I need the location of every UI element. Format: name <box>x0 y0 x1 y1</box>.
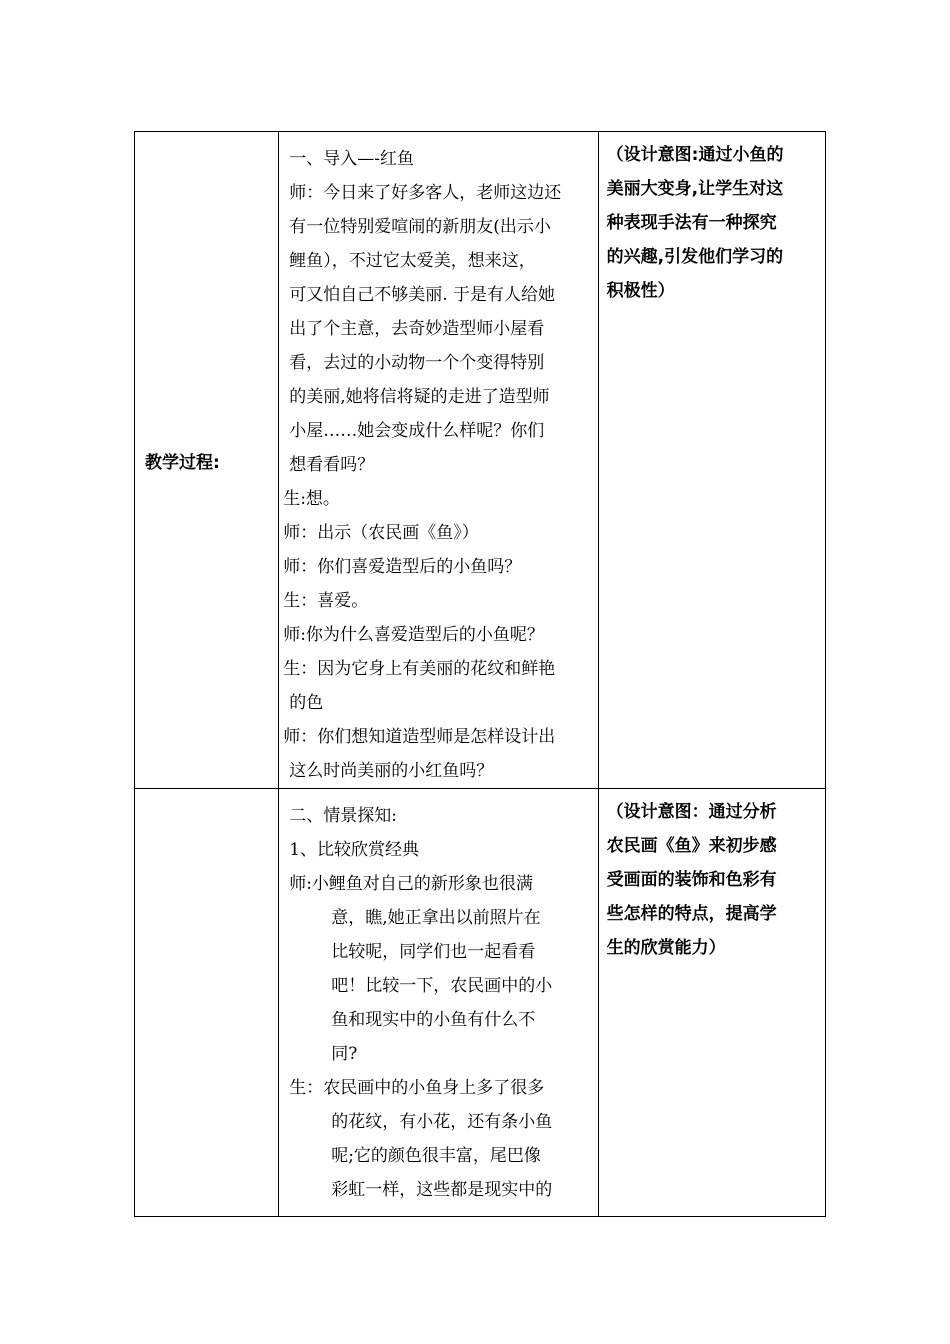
content-line: 1、比较欣赏经典 <box>289 840 420 860</box>
content-line: 生：喜爱。 <box>283 591 369 611</box>
note-line: 农民画《鱼》来初步感 <box>606 836 777 856</box>
content-line: 师：你们喜爱造型后的小鱼吗？ <box>283 557 522 577</box>
content-line: 吧！比较一下，农民画中的小 <box>331 976 553 996</box>
content-line: 小屋……她会变成什么样呢？你们 <box>289 421 545 441</box>
content-line: 生:想。 <box>283 489 340 509</box>
table-row <box>135 789 826 1217</box>
content-line: 师:小鲤鱼对自己的新形象也很满 <box>289 874 533 894</box>
content-text <box>279 789 597 1207</box>
content-line: 二、情景探知: <box>289 806 397 826</box>
design-intent-cell <box>598 132 825 789</box>
design-intent-note <box>599 132 825 308</box>
row-label-cell <box>135 789 279 1217</box>
note-line: 生的欣赏能力） <box>606 938 726 958</box>
content-line: 想看看吗？ <box>289 455 375 475</box>
content-line: 出了个主意，去奇妙造型师小屋看 <box>289 319 545 339</box>
note-line: 美丽大变身,让学生对这 <box>606 179 784 199</box>
content-line: 比较呢，同学们也一起看看 <box>331 942 536 962</box>
note-line: 的兴趣,引发他们学习的 <box>606 247 784 267</box>
content-line: 鲤鱼），不过它太爱美，想来这， <box>289 251 536 271</box>
content-line: 意，瞧,她正拿出以前照片在 <box>331 908 541 928</box>
row-label-cell <box>135 132 279 789</box>
note-line: 积极性） <box>606 281 675 301</box>
content-cell <box>279 132 598 789</box>
content-line: 生：因为它身上有美丽的花纹和鲜艳 <box>283 659 556 679</box>
content-line: 生：农民画中的小鱼身上多了很多 <box>289 1078 545 1098</box>
content-line: 师：你们想知道造型师是怎样设计出 <box>283 727 556 747</box>
content-line: 一、导入—-红鱼 <box>289 149 414 169</box>
content-line: 师：出示（农民画《鱼》） <box>283 523 479 543</box>
design-intent-cell <box>598 789 825 1217</box>
content-line: 师:你为什么喜爱造型后的小鱼呢？ <box>283 625 544 645</box>
content-line: 可又怕自己不够美丽. 于是有人给她 <box>289 285 556 305</box>
content-cell <box>279 789 598 1217</box>
note-line: 受画面的装饰和色彩有 <box>606 870 777 890</box>
content-line: 彩虹一样，这些都是现实中的 <box>331 1180 553 1200</box>
content-line: 有一位特别爱喧闹的新朋友(出示小 <box>289 217 551 237</box>
lesson-plan-table <box>134 131 826 1217</box>
content-line: 的美丽,她将信将疑的走进了造型师 <box>289 387 550 407</box>
note-line: （设计意图:通过小鱼的 <box>606 145 784 165</box>
content-line: 这么时尚美丽的小红鱼吗？ <box>289 761 494 781</box>
table-row <box>135 132 826 789</box>
row-label: 教学过程: <box>145 452 220 473</box>
design-intent-note <box>599 789 825 965</box>
note-line: 种表现手法有一种探究 <box>606 213 777 233</box>
content-line: 呢;它的颜色很丰富，尾巴像 <box>331 1146 541 1166</box>
content-text <box>279 132 597 788</box>
content-line: 看，去过的小动物一个个变得特别 <box>289 353 545 373</box>
content-line: 的花纹，有小花，还有条小鱼 <box>331 1112 553 1132</box>
note-line: 些怎样的特点，提高学 <box>606 904 777 924</box>
content-line: 同? <box>331 1044 358 1064</box>
content-line: 鱼和现实中的小鱼有什么不 <box>331 1010 536 1030</box>
note-line: （设计意图：通过分析 <box>606 802 777 822</box>
content-line: 师：今日来了好多客人，老师这边还 <box>289 183 562 203</box>
content-line: 的色 <box>289 693 324 713</box>
